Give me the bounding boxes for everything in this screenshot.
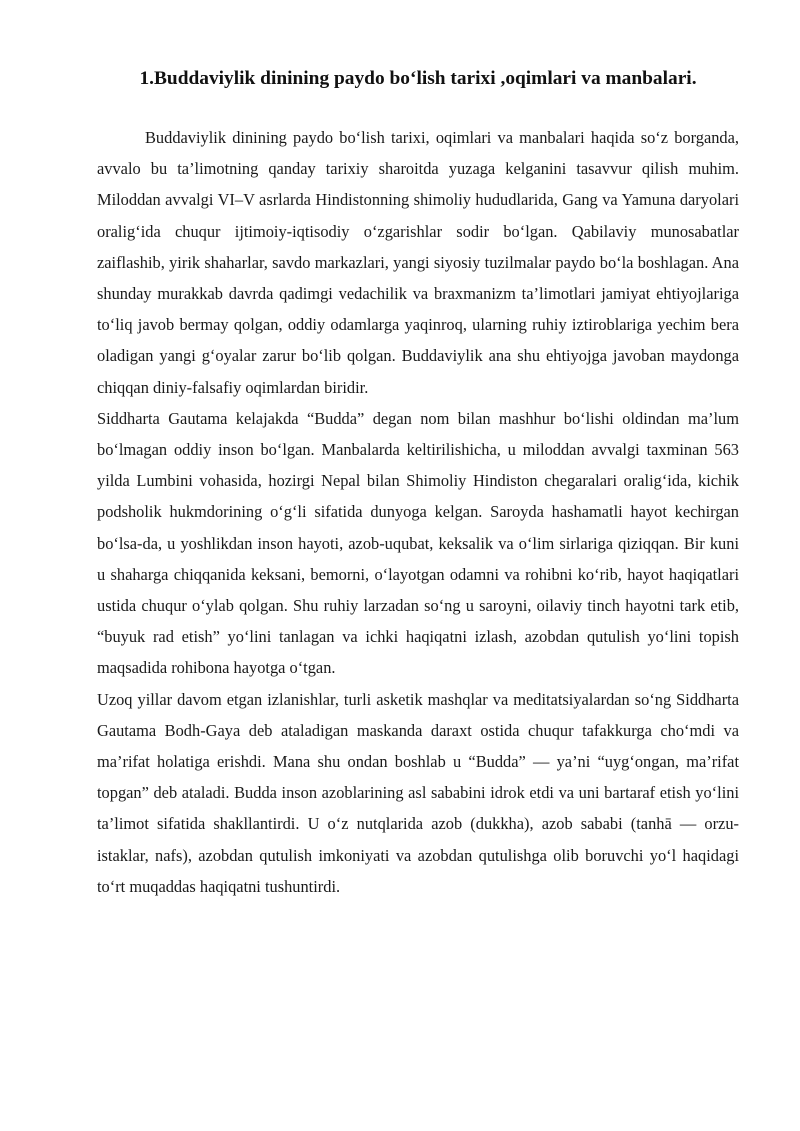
- document-title: 1.Buddaviylik dinining paydo bo‘lish tarixi ,oqimlari va manbalari.: [139, 68, 697, 89]
- paragraph-intro: Buddaviylik dinining paydo bo‘lish tarixi, oqimlari va manbalari haqida so‘z borganda, avvalo bu ta’limotning qanday tarixiy sharoitda yuzaga kelganini tasavvur qilish muhim. Miloddan avvalgi VI–V asrlarda Hindistonning shimoliy hududlarida, Gang va Yamuna daryolari oralig‘ida chuqur ijtimoiy-iqtisodiy o‘zgarishlar sodir bo‘lgan. Qabilaviy munosabatlar zaiflashib, yirik shaharlar, savdo markazlari, yangi siyosiy tuzilmalar paydo bo‘la boshlagan. Ana shunday murakkab davrda qadimgi vedachilik va braxmanizm ta’limotlari jamiyat ehtiyojlariga to‘liq javob bermay qolgan, oddiy odamlarga yaqinroq, ularning ruhiy iztiroblariga yechim bera oladigan yangi g‘oyalar zarur bo‘lib qolgan. Buddaviylik ana shu ehtiyojga javoban maydonga chiqqan diniy-falsafiy oqimlardan biridir.: [97, 128, 739, 397]
- document-body: [97, 62, 739, 902]
- paragraph-siddharta: Siddharta Gautama kelajakda “Budda” degan nom bilan mashhur bo‘lishi oldindan ma’lum bo‘lmagan oddiy inson bo‘lgan. Manbalarda keltirilishicha, u miloddan avvalgi taxminan 563 yilda Lumbini vohasida, hozirgi Nepal bilan Shimoliy Hindiston chegaralari oralig‘ida, kichik podsholik hukmdorining o‘g‘li sifatida dunyoga kelgan. Saroyda hashamatli hayot kechirgan bo‘lsa-da, u yoshlikdan inson hayoti, azob-uqubat, keksalik va o‘lim sirlariga qiziqqan. Bir kuni u shaharga chiqqanida keksani, bemorni, o‘layotgan odamni va rohibni ko‘rib, hayot haqiqatlari ustida chuqur o‘ylab qolgan. Shu ruhiy larzadan so‘ng u saroyni, oilaviy tinch hayotni tark etib, “buyuk rad etish” yo‘lini tanlagan va ichki haqiqatni izlash, azobdan qutulish yo‘lini topish maqsadida rohibona hayotga o‘tgan.: [97, 408, 739, 678]
- paragraph-enlightenment: Uzoq yillar davom etgan izlanishlar, turli asketik mashqlar va meditatsiyalardan so‘ng Siddharta Gautama Bodh-Gaya deb ataladigan maskanda daraxt ostida chuqur tafakkurga cho‘mdi va ma’rifat holatiga erishdi. Mana shu ondan boshlab u “Budda” — ya’ni “uyg‘ongan, ma’rifat topgan” deb ataladi. Budda inson azoblarining asl sababini idrok etdi va uni bartaraf etish yo‘lini ta’limot sifatida shakllantirdi. U o‘z nutqlarida azob (dukkha), azob sababi (tanhā — orzu-istaklar, nafs), azobdan qutulish imkoniyati va azobdan qutulishga olib boruvchi yo‘l haqidagi to‘rt muqaddas haqiqatni tushuntirdi.: [97, 689, 739, 896]
